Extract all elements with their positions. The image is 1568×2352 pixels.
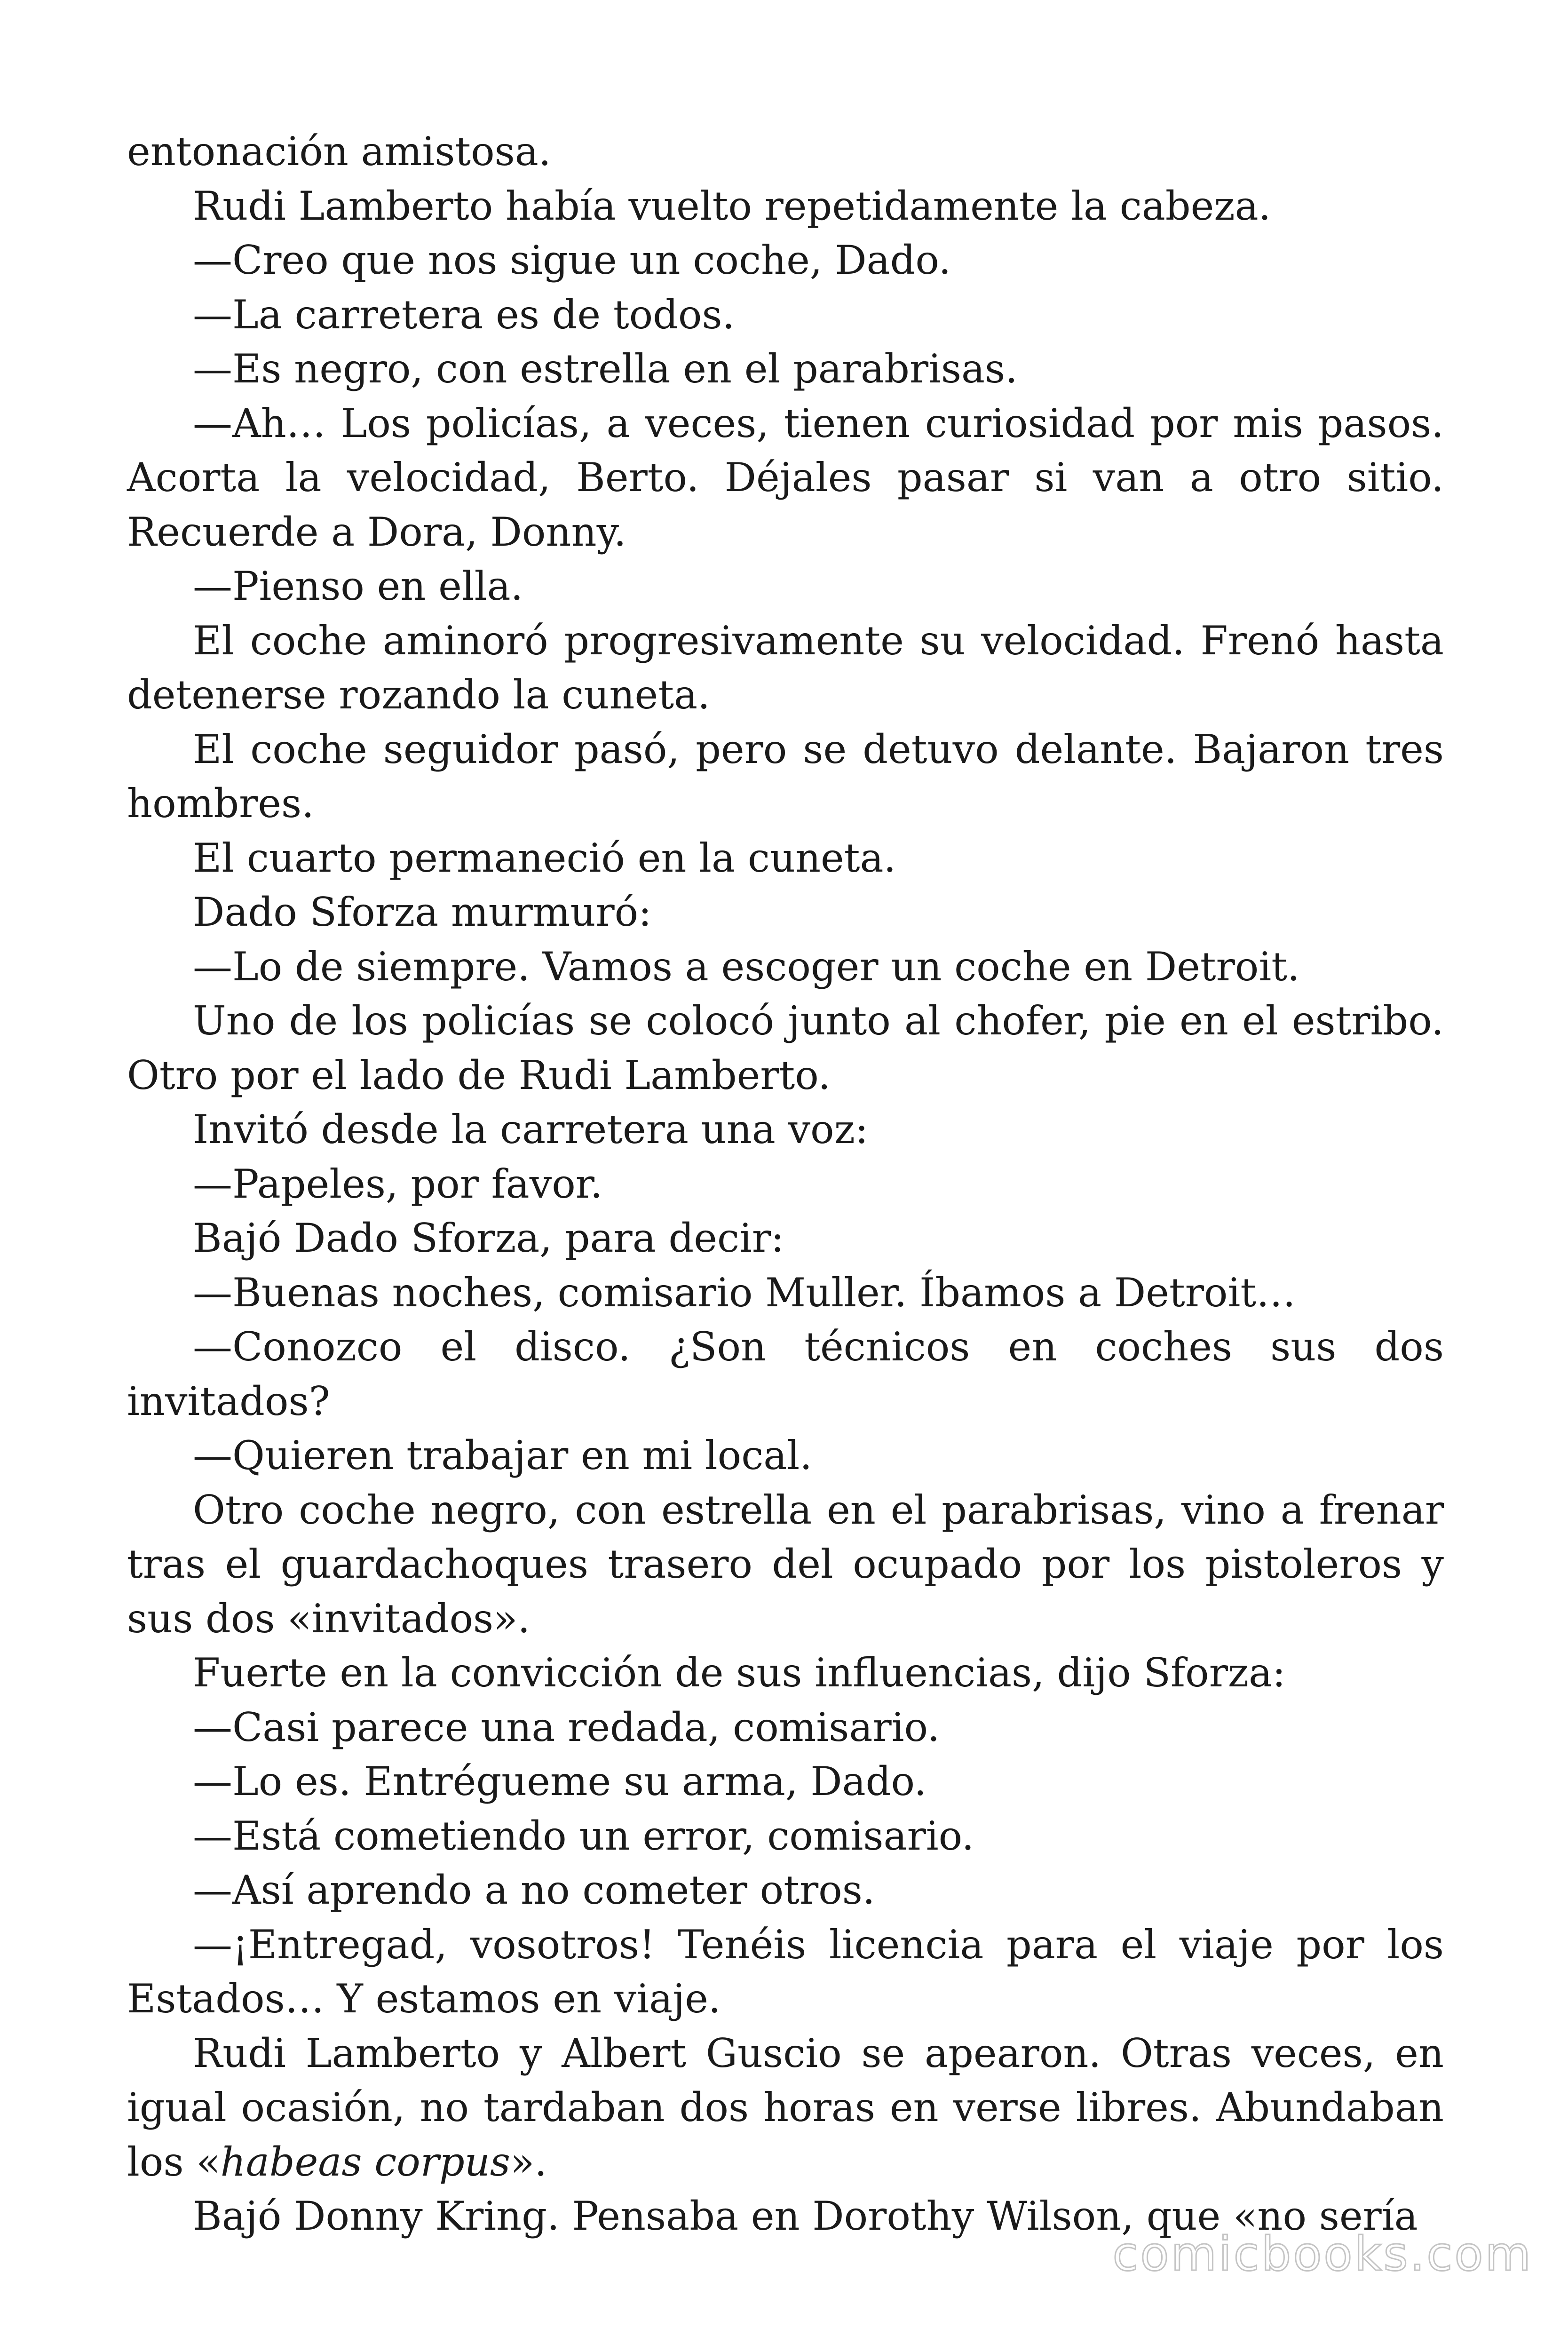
paragraph-2: Rudi Lamberto había vuelto repetidamente la cabeza. (193, 183, 1271, 229)
paragraph-27 (127, 2026, 1444, 2190)
paragraph-16: Bajó Dado Sforza, para decir: (193, 1215, 784, 1261)
paragraph-15: —Papeles, por favor. (193, 1160, 603, 1207)
paragraph-17: —Buenas noches, comisario Muller. Íbamos a Detroit… (193, 1269, 1296, 1316)
paragraph-1: entonación amistosa. (127, 128, 551, 175)
paragraph-7: —Pienso en ella. (193, 563, 523, 609)
paragraph-27-text: Rudi Lamberto y Albert Guscio se apearon. Otras veces, en igual ocasión, no tardaban dos horas en verse libres. Abundaban los « (127, 2030, 1444, 2185)
paragraph-25: —Así aprendo a no cometer otros. (193, 1867, 875, 1913)
paragraph-21: Fuerte en la convicción de sus influencias, dijo Sforza: (193, 1650, 1286, 1696)
paragraph-28: Bajó Donny Kring. Pensaba en Dorothy Wilson, que «no sería (193, 2193, 1418, 2239)
paragraph-10: El cuarto permaneció en la cuneta. (193, 834, 896, 881)
paragraph-18: —Conozco el disco. ¿Son técnicos en coches sus dos invitados? (127, 1324, 1444, 1424)
habeas-corpus-italic: habeas corpus (220, 2138, 510, 2185)
page-text (127, 125, 1444, 2244)
paragraph-3: —Creo que nos sigue un coche, Dado. (193, 237, 951, 283)
paragraph-27-closing: ». (510, 2138, 547, 2185)
paragraph-5: —Es negro, con estrella en el parabrisas. (193, 346, 1018, 392)
paragraph-20: Otro coche negro, con estrella en el parabrisas, vino a frenar tras el guardachoques trasero del ocupado por los pistoleros y sus dos «invitados». (127, 1486, 1444, 1642)
paragraph-19: —Quieren trabajar en mi local. (193, 1432, 812, 1478)
paragraph-23: —Lo es. Entrégueme su arma, Dado. (193, 1758, 927, 1804)
paragraph-26: —¡Entregad, vosotros! Tenéis licencia para el viaje por los Estados… Y estamos en viaje. (127, 1921, 1444, 2022)
paragraph-9: El coche seguidor pasó, pero se detuvo delante. Bajaron tres hombres. (127, 726, 1444, 826)
watermark-logo: comicbooks.com (1112, 2226, 1533, 2281)
paragraph-4: —La carretera es de todos. (193, 291, 735, 338)
paragraph-24: —Está cometiendo un error, comisario. (193, 1812, 974, 1859)
paragraph-8: El coche aminoró progresivamente su velocidad. Frenó hasta detenerse rozando la cuneta. (127, 617, 1444, 718)
paragraph-14: Invitó desde la carretera una voz: (193, 1106, 869, 1152)
paragraph-11: Dado Sforza murmuró: (193, 889, 652, 935)
paragraph-22: —Casi parece una redada, comisario. (193, 1704, 940, 1750)
paragraph-12: —Lo de siempre. Vamos a escoger un coche en Detroit. (193, 943, 1300, 990)
paragraph-13: Uno de los policías se colocó junto al chofer, pie en el estribo. Otro por el lado de Rudi Lamberto. (127, 998, 1444, 1098)
paragraph-6: —Ah… Los policías, a veces, tienen curiosidad por mis pasos. Acorta la velocidad, Berto. Déjales pasar si van a otro sitio. Recuerde a Dora, Donny. (127, 400, 1444, 555)
